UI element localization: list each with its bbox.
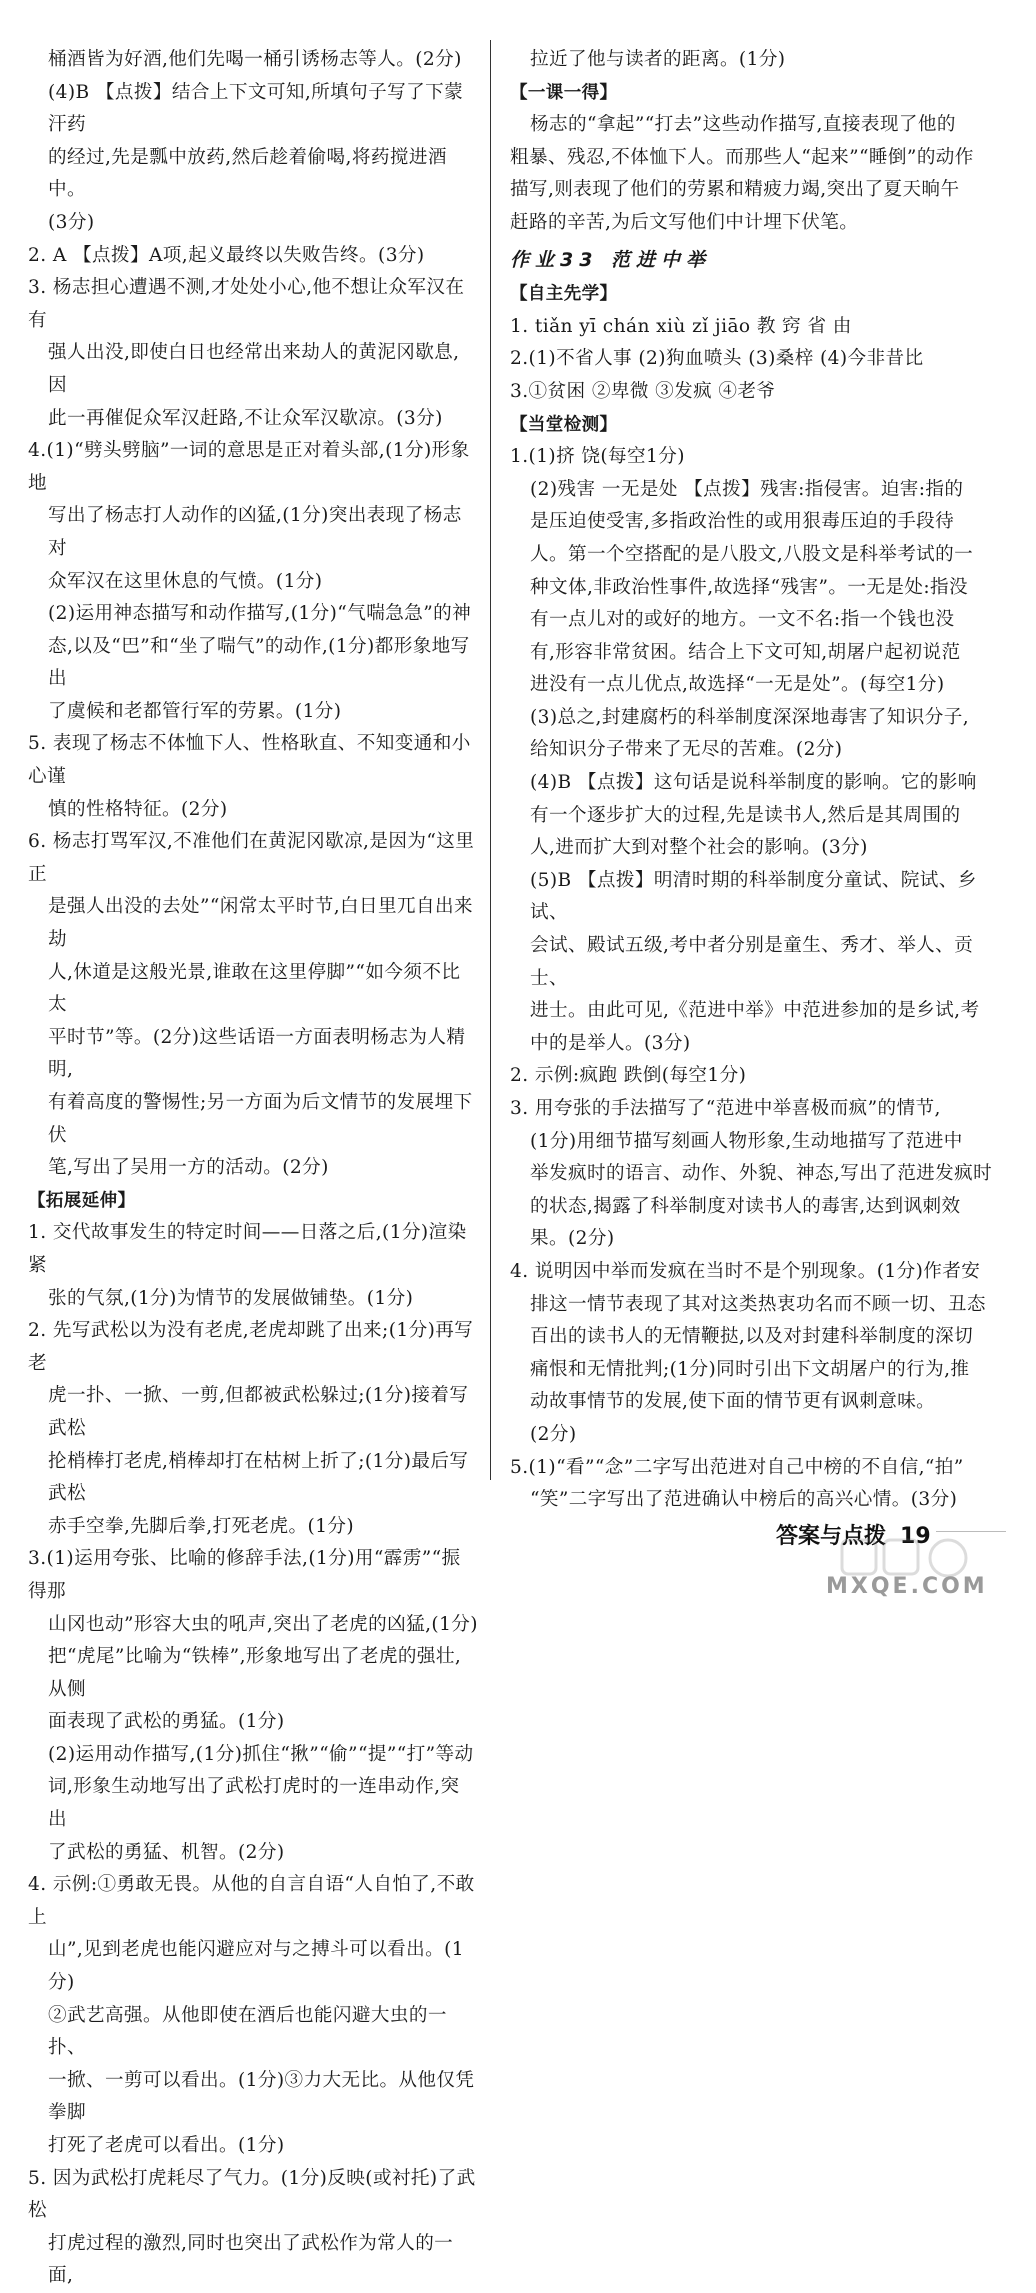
text-line: 给知识分子带来了无尽的苦难。(2分) [530,739,843,761]
text-line: 的经过,先是瓢中放药,然后趁着偷喝,将药搅进酒中。 [48,146,447,201]
text-line: 1. tiǎn yī chán xiù zǐ jiāo 教 窍 省 由 [510,315,852,337]
text-line: 慎的性格特征。(2分) [48,798,228,820]
text-line: 赶路的辛苦,为后文写他们中计埋下伏笔。 [510,211,859,233]
text-line: 张的气氛,(1分)为情节的发展做铺垫。(1分) [48,1287,414,1309]
text-line: 抡梢棒打老虎,梢棒却打在枯树上折了;(1分)最后写武松 [48,1450,469,1505]
text-line: 3. 杨志担心遭遇不测,才处处小心,他不想让众军汉在有 [28,277,465,331]
text-line: 种文体,非政治性事件,故选择“残害”。一无是处:指没 [530,576,968,598]
text-line: 把“虎尾”比喻为“铁棒”,形象地写出了老虎的强壮,从侧 [48,1646,462,1700]
text-line: (2分) [530,1423,577,1445]
text-line: 4. 说明因中举而发疯在当时不是个别现象。(1分)作者安 [510,1260,981,1282]
text-line: (3)总之,封建腐朽的科举制度深深地毒害了知识分子, [530,706,970,728]
text-line: 虎一扑、一掀、一剪,但都被武松躲过;(1分)接着写武松 [48,1385,469,1439]
text-line: 此一再催促众军汉赶路,不让众军汉歇凉。(3分) [48,407,443,429]
text-line: (2)运用神态描写和动作描写,(1分)“气喘急急”的神 [48,603,472,625]
assignment-title: 作业33 范进中举 [510,248,712,271]
text-line: 平时节”等。(2分)这些话语一方面表明杨志为人精明, [48,1026,466,1081]
page-number: 19 [900,1524,931,1549]
text-line: 描写,则表现了他们的劳累和精疲力竭,突出了夏天晌午 [510,179,960,201]
left-column [28,44,478,2293]
text-line: 人,进而扩大到对整个社会的影响。(3分) [530,837,868,859]
text-line: 笔,写出了吴用一方的活动。(2分) [48,1157,329,1179]
section-heading: 【一课一得】 [510,82,618,103]
text-line: 进士。由此可见,《范进中举》中范进参加的是乡试,考 [530,1000,980,1022]
text-line: (1分)用细节描写刻画人物形象,生动地描写了范进中 [530,1130,963,1152]
text-line: 举发疯时的语言、动作、外貌、神态,写出了范进发疯时 [530,1163,993,1185]
text-line: 会试、殿试五级,考中者分别是童生、秀才、举人、贡士、 [530,935,974,989]
footer-label: 答案与点拨 [776,1524,887,1549]
text-line: 百出的读书人的无情鞭挞,以及对封建科举制度的深切 [530,1326,974,1348]
text-line: 4.(1)“劈头劈脑”一词的意思是正对着头部,(1分)形象地 [28,440,470,494]
text-line: ②武艺高强。从他即使在酒后也能闪避大虫的一扑、 [48,2004,447,2059]
text-line: 有一点儿对的或好的地方。一文不名:指一个钱也没 [530,609,955,631]
text-line: 人。第一个空搭配的是八股文,八股文是科举考试的一 [530,543,974,565]
text-line: 了虞候和老都管行军的劳累。(1分) [48,700,342,722]
text-line: 进没有一点儿优点,故选择“一无是处”。(每空1分) [530,674,945,696]
text-line: 2. 示例:疯跑 跌倒(每空1分) [510,1065,747,1087]
text-line: 是压迫使受害,多指政治性的或用狠毒压迫的手段待 [530,511,955,533]
text-line: 2. 先写武松以为没有老虎,老虎却跳了出来;(1分)再写老 [28,1320,474,1374]
text-line: 1.(1)挤 饶(每空1分) [510,446,685,468]
text-line: 一掀、一剪可以看出。(1分)③力大无比。从他仅凭拳脚 [48,2069,475,2124]
text-line: 3.①贫困 ②卑微 ③发疯 ④老爷 [510,380,776,402]
text-line: 众军汉在这里休息的气愤。(1分) [48,570,323,592]
column-divider [490,40,491,1480]
text-line: 有,形容非常贫困。结合上下文可知,胡屠户起初说范 [530,641,961,663]
text-line: 5. 表现了杨志不体恤下人、性格耿直、不知变通和小心谨 [28,733,471,788]
text-line: “笑”二字写出了范进确认中榜后的高兴心情。(3分) [530,1489,958,1511]
text-line: 有一个逐步扩大的过程,先是读书人,然后是其周围的 [530,804,961,826]
text-line: 词,形象生动地写出了武松打虎时的一连串动作,突出 [48,1776,460,1831]
text-line: 果。(2分) [530,1228,615,1250]
text-line: 了武松的勇猛、机智。(2分) [48,1841,285,1863]
watermark-text: MXQE.COM [826,1574,988,1599]
text-line: 打死了老虎可以看出。(1分) [48,2135,285,2156]
text-line: 山”,见到老虎也能闪避应对与之搏斗可以看出。(1分) [48,1939,464,1994]
text-line: 打虎过程的激烈,同时也突出了武松作为常人的一面, [48,2232,454,2287]
section-heading: 【当堂检测】 [510,414,618,435]
text-line: 山冈也动”形容大虫的吼声,突出了老虎的凶猛,(1分) [48,1613,478,1635]
text-line: 1. 交代故事发生的特定时间——日落之后,(1分)渲染紧 [28,1222,467,1276]
text-line: 2. A 【点拨】A项,起义最终以失败告终。(3分) [28,244,425,266]
text-line: 是强人出没的去处”“闲常太平时节,白日里兀自出来劫 [48,896,473,951]
text-line: 5.(1)“看”“念”二字写出范进对自己中榜的不自信,“拍” [510,1456,964,1478]
text-line: 3.(1)运用夸张、比喻的修辞手法,(1分)用“霹雳”“振得那 [28,1548,461,1602]
text-line: 的状态,揭露了科举制度对读书人的毒害,达到讽刺效 [530,1195,961,1217]
text-line: 4. 示例:①勇敢无畏。从他的自言自语“人自怕了,不敢上 [28,1874,475,1928]
text-line: 杨志的“拿起”“打去”这些动作描写,直接表现了他的 [530,114,956,136]
text-line: 赤手空拳,先脚后拳,打死老虎。(1分) [48,1515,355,1537]
text-line: 人,休道是这般光景,谁敢在这里停脚”“如今须不比太 [48,961,461,1016]
text-line: 强人出没,即使白日也经常出来劫人的黄泥冈歇息,因 [48,342,460,396]
text-line: 中的是举人。(3分) [530,1032,691,1054]
text-line: 2.(1)不省人事 (2)狗血喷头 (3)桑梓 (4)今非昔比 [510,348,924,370]
text-line: 动故事情节的发展,使下面的情节更有讽刺意味。 [530,1391,936,1413]
text-line: 面表现了武松的勇猛。(1分) [48,1711,285,1733]
text-line: 3. 用夸张的手法描写了“范进中举喜极而疯”的情节, [510,1098,941,1119]
text-line: (3分) [48,211,95,233]
text-line: 拉近了他与读者的距离。(1分) [530,49,786,70]
text-line: (4)B 【点拨】结合上下文可知,所填句子写了下蒙汗药 [48,81,464,136]
text-line: (2)残害 一无是处 【点拨】残害:指侵害。迫害:指的 [530,478,964,500]
text-line: 6. 杨志打骂军汉,不准他们在黄泥冈歇凉,是因为“这里正 [28,831,475,885]
text-line: 写出了杨志打人动作的凶猛,(1分)突出表现了杨志对 [48,505,462,559]
text-line: 痛恨和无情批判;(1分)同时引出下文胡屠户的行为,推 [530,1358,970,1380]
right-column [510,44,1010,1517]
text-line: 排这一情节表现了其对这类热衷功名而不顾一切、丑态 [530,1293,986,1315]
section-heading: 【自主先学】 [510,284,618,305]
text-line: (2)运用动作描写,(1分)抓住“揪”“偷”“提”“打”等动 [48,1743,474,1765]
text-line: 5. 因为武松打虎耗尽了气力。(1分)反映(或衬托)了武松 [28,2167,476,2222]
text-line: 桶酒皆为好酒,他们先喝一桶引诱杨志等人。(2分) [48,49,462,70]
text-line: (4)B 【点拨】这句话是说科举制度的影响。它的影响 [530,772,977,794]
text-line: 态,以及“巴”和“坐了喘气”的动作,(1分)都形象地写出 [48,635,470,690]
section-heading: 【拓展延伸】 [28,1190,136,1211]
text-line: 粗暴、残忍,不体恤下人。而那些人“起来”“睡倒”的动作 [510,146,974,168]
text-line: (5)B 【点拨】明清时期的科举制度分童试、院试、乡试、 [530,869,977,924]
text-line: 有着高度的警惕性;另一方面为后文情节的发展埋下伏 [48,1092,473,1146]
